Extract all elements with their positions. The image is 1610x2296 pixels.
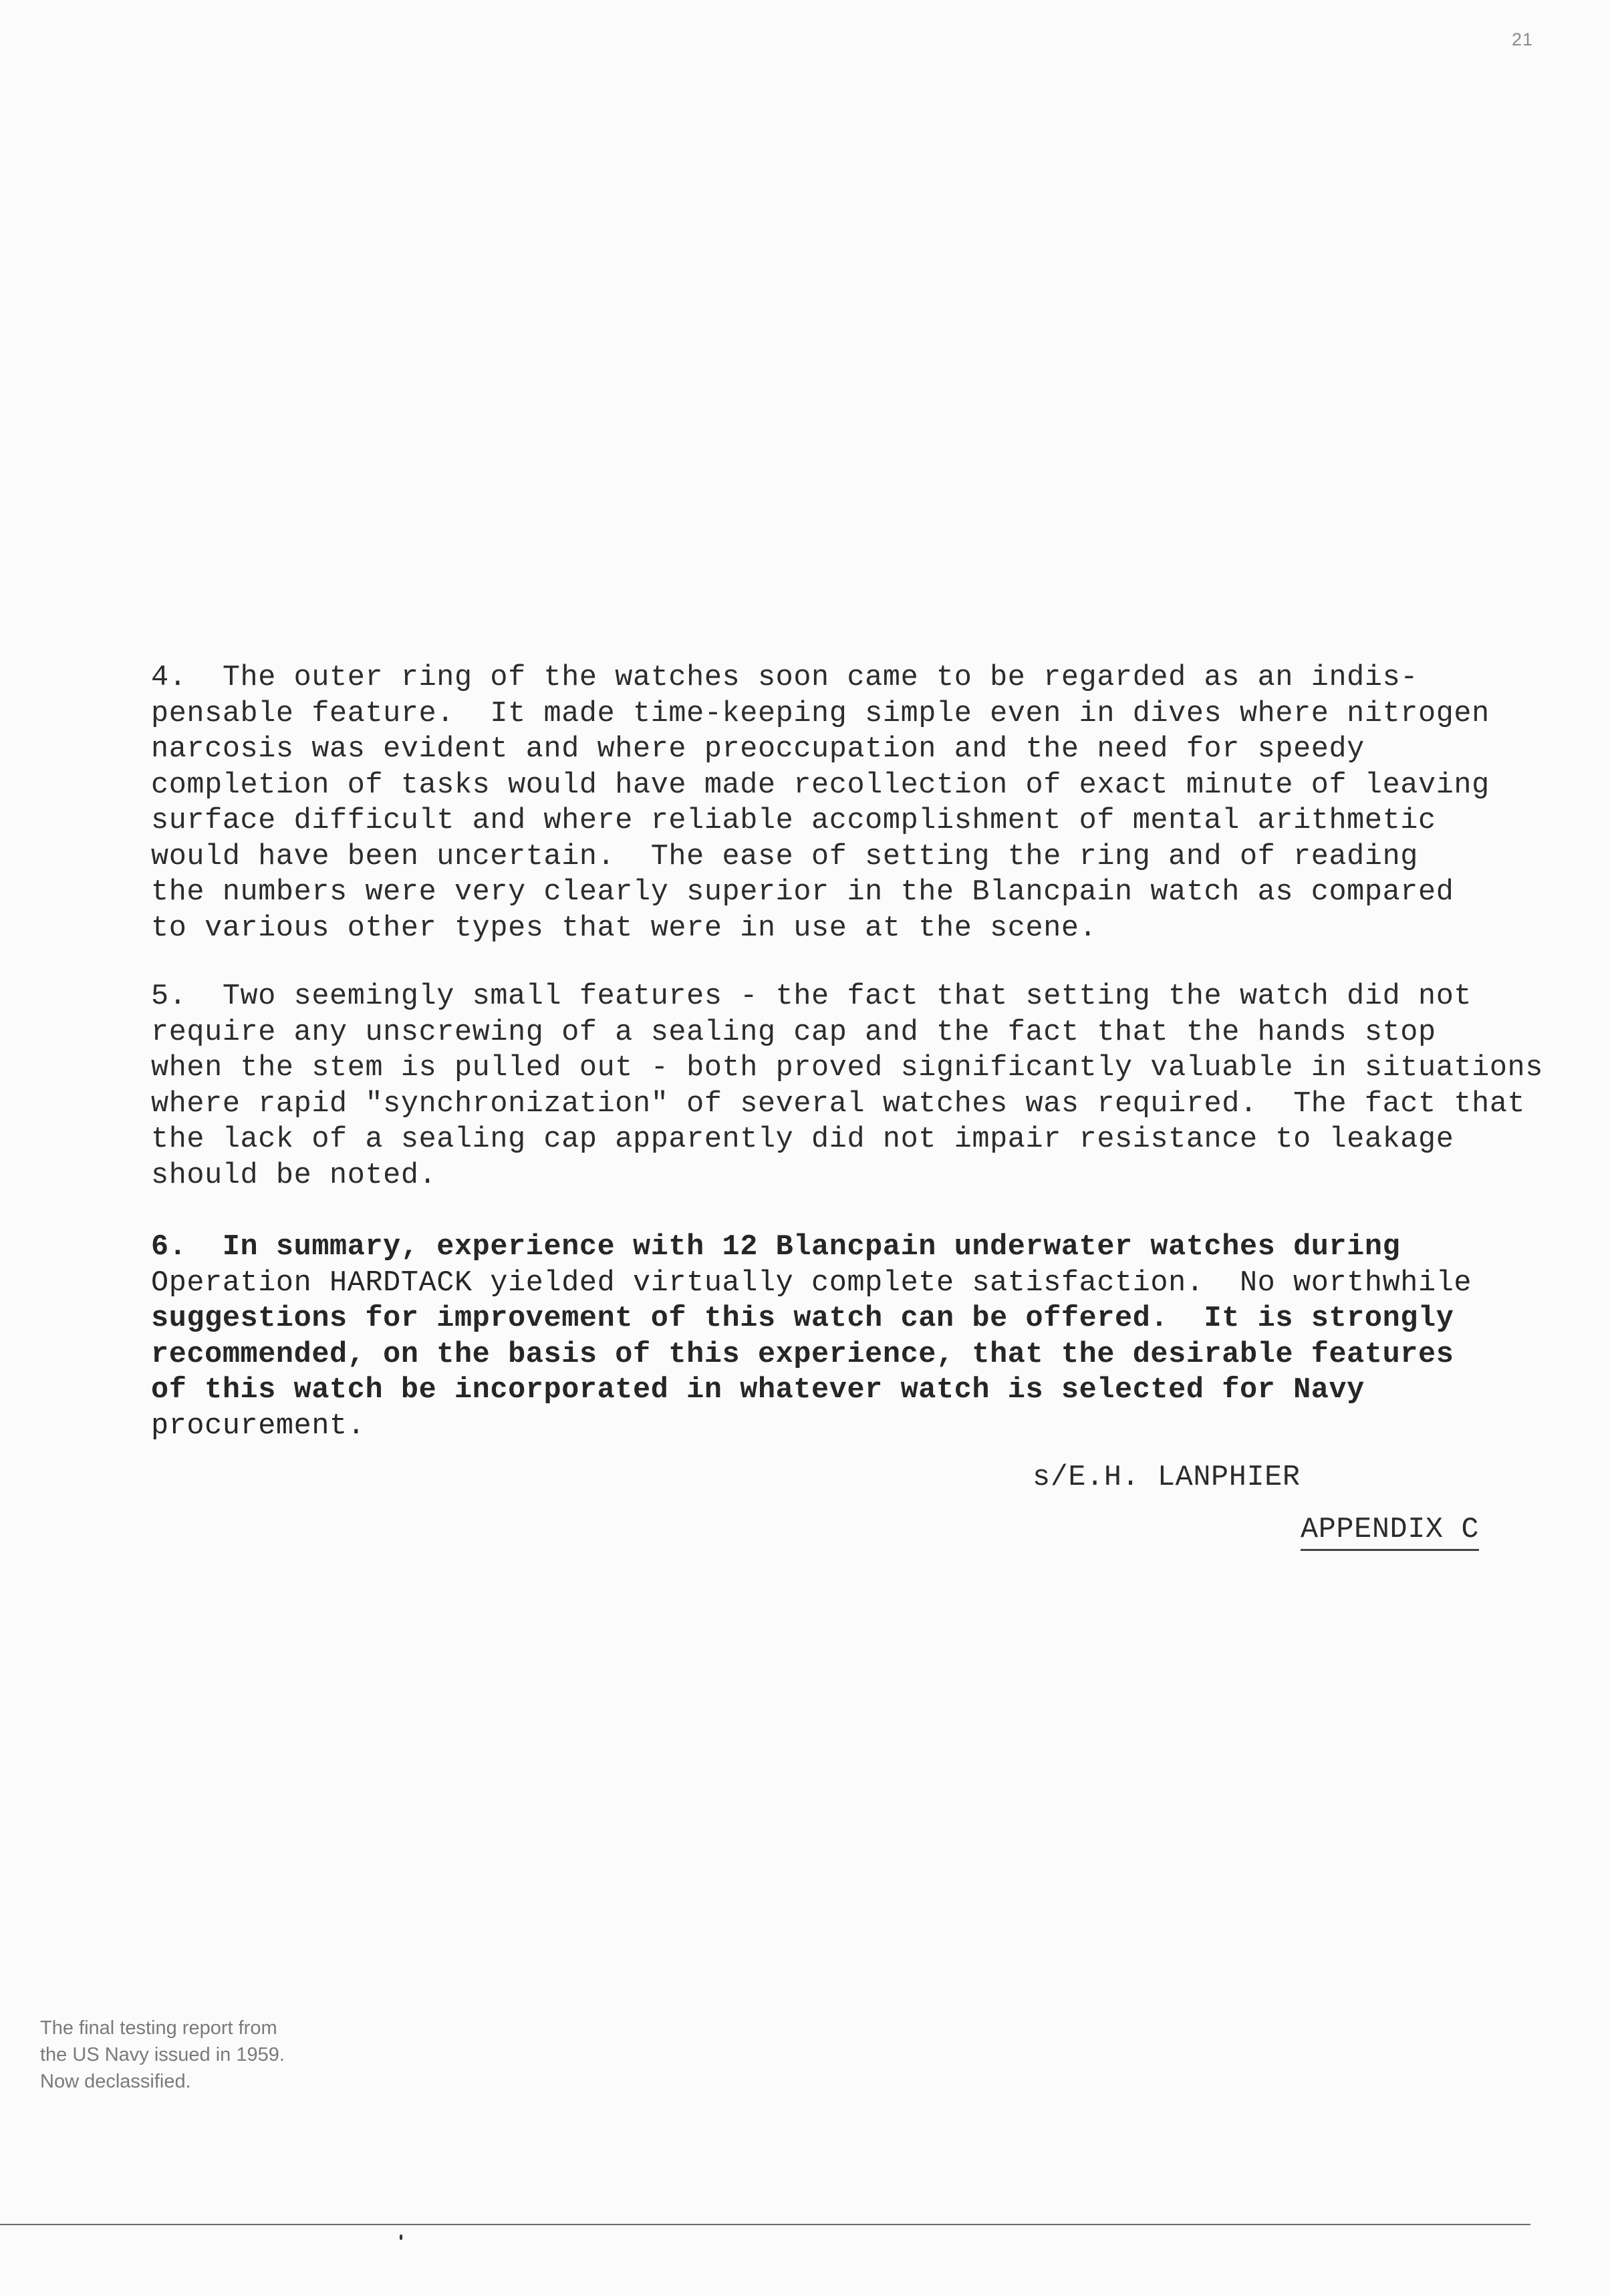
signature: s/E.H. LANPHIER — [1033, 1461, 1301, 1494]
text-line: of this watch be incorporated in whatever watch is selected for Navy — [151, 1374, 1365, 1407]
text-line: narcosis was evident and where preoccupation and the need for speedy — [151, 733, 1365, 766]
bottom-rule — [0, 2224, 1530, 2225]
text-line: suggestions for improvement of this watch can be offered. It is strongly — [151, 1302, 1454, 1335]
text-line: recommended, on the basis of this experience, that the desirable features — [151, 1338, 1454, 1371]
caption — [40, 2015, 414, 2095]
text-line: to various other types that were in use at the scene. — [151, 911, 1097, 945]
text-line: the lack of a sealing cap apparently did not impair resistance to leakage — [151, 1123, 1454, 1156]
text-line: where rapid "synchronization" of several watches was required. The fact that — [151, 1087, 1526, 1121]
text-line: require any unscrewing of a sealing cap and the fact that the hands stop — [151, 1016, 1436, 1049]
caption-line: the US Navy issued in 1959. — [40, 2044, 285, 2065]
page-number: 21 — [1512, 29, 1534, 49]
paragraph-4 — [151, 660, 1581, 946]
text-line: 5. Two seemingly small features - the fact that setting the watch did not — [151, 980, 1472, 1013]
caption-line: Now declassified. — [40, 2071, 191, 2092]
paragraph-6 — [151, 1230, 1581, 1444]
text-line: 4. The outer ring of the watches soon came to be regarded as an indis- — [151, 662, 1419, 694]
caption-line: The final testing report from — [40, 2017, 277, 2039]
text-line: surface difficult and where reliable accomplishment of mental arithmetic — [151, 805, 1436, 837]
text-line: procurement. — [151, 1409, 366, 1443]
text-line: when the stem is pulled out - both proved significantly valuable in situations — [151, 1052, 1543, 1085]
text-line: completion of tasks would have made recollection of exact minute of leaving — [151, 768, 1490, 802]
text-line: Operation HARDTACK yielded virtually complete satisfaction. No worthwhile — [151, 1266, 1472, 1300]
text-line: pensable feature. It made time-keeping simple even in dives where nitrogen — [151, 697, 1490, 730]
text-line: would have been uncertain. The ease of setting the ring and of reading — [151, 840, 1419, 873]
text-line: should be noted. — [151, 1159, 437, 1192]
ink-speck — [400, 2235, 402, 2240]
paragraph-5 — [151, 979, 1581, 1193]
text-line: the numbers were very clearly superior in the Blancpain watch as compared — [151, 876, 1454, 909]
text-line: 6. In summary, experience with 12 Blancpain underwater watches during — [151, 1231, 1401, 1264]
appendix-label: APPENDIX C — [1301, 1514, 1479, 1551]
